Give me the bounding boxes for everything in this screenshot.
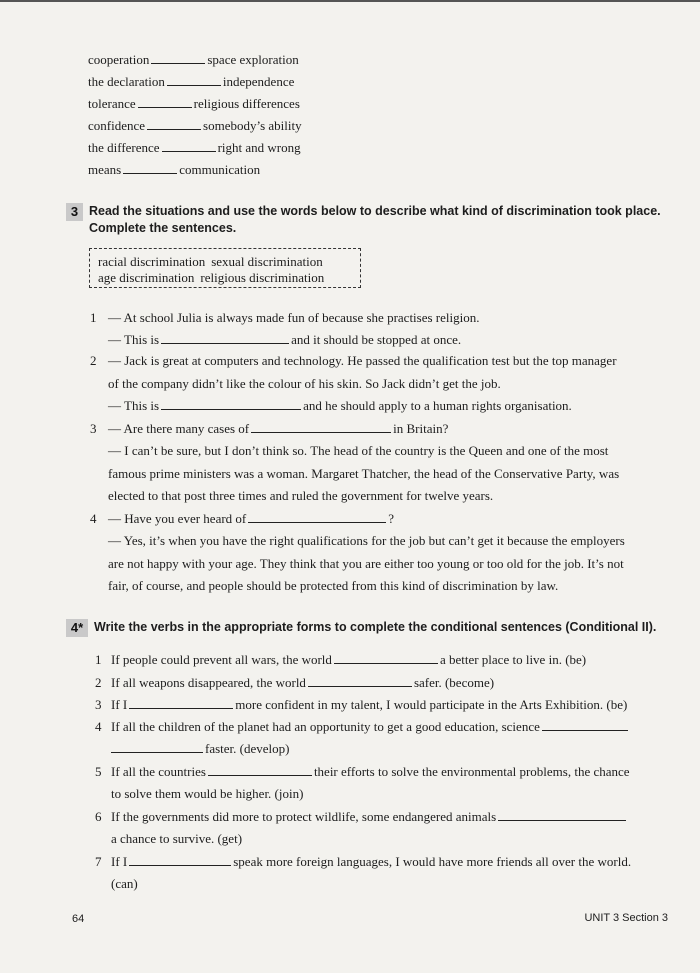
answer-blank[interactable] [334,652,438,664]
item-number: 4 [90,511,97,526]
answer-blank[interactable] [542,719,628,731]
dialogue-line: — This is and he should apply to a human rights organisation. [108,398,572,413]
answer-blank[interactable] [138,96,192,108]
sentence-line: a chance to survive. (get) [111,831,243,846]
word-option: religious discrimination [200,270,325,285]
word-option: sexual discrimination [211,254,323,269]
dialogue-line: are not happy with your age. They think that you are either too young or too old for the job. It’s not [108,556,624,571]
item-number: 1 [95,652,102,667]
dialogue-line: of the company didn’t like the colour of his skin. So Jack didn’t get the job. [108,376,501,391]
sentence-line: If I speak more foreign languages, I would have more friends all over the world. [111,854,632,869]
item-number: 6 [95,809,102,824]
answer-blank[interactable] [248,511,386,523]
section-label: UNIT 3 Section 3 [584,912,668,924]
exercise-instruction: Complete the sentences. [89,221,237,235]
answer-blank[interactable] [167,74,221,86]
page-number: 64 [72,913,85,925]
matching-row: the difference right and wrong [88,140,301,155]
answer-blank[interactable] [208,764,312,776]
top-border [0,0,700,2]
answer-blank[interactable] [147,118,201,130]
item-number: 2 [90,353,97,368]
dialogue-line: — Yes, it’s when you have the right qualifications for the job but can’t get it because the employers [108,533,625,548]
answer-blank[interactable] [151,52,205,64]
matching-row: cooperation space exploration [88,52,299,67]
answer-blank[interactable] [129,854,231,866]
answer-blank[interactable] [498,809,626,821]
item-number: 4 [95,719,102,734]
dialogue-line: fair, of course, and people should be protected from this kind of discrimination by law. [108,578,559,593]
answer-blank[interactable] [123,162,177,174]
item-number: 3 [90,421,97,436]
item-number: 2 [95,675,102,690]
word-box [89,248,361,288]
item-number: 3 [95,697,102,712]
sentence-line: If the governments did more to protect wildlife, some endangered animals [111,809,628,825]
sentence-line: (can) [111,876,138,891]
dialogue-line: — Jack is great at computers and technology. He passed the qualification test but the top manager [108,353,617,368]
matching-row: tolerance religious differences [88,96,300,111]
sentence-line: If all the children of the planet had an opportunity to get a good education, science [111,719,630,735]
sentence-line: faster. (develop) [111,741,289,757]
exercise-instruction: Write the verbs in the appropriate forms to complete the conditional sentences (Conditional II). [94,620,657,634]
dialogue-line: — I can’t be sure, but I don’t think so. The head of the country is the Queen and one of the most [108,443,609,458]
answer-blank[interactable] [308,675,412,687]
sentence-line: If all the countries their efforts to solve the environmental problems, the chance [111,764,630,779]
answer-blank[interactable] [251,421,391,433]
answer-blank[interactable] [162,140,216,152]
matching-row: the declaration independence [88,74,295,89]
dialogue-line: — Are there many cases of in Britain? [108,421,449,436]
sentence-line: If people could prevent all wars, the world a better place to live in. (be) [111,652,587,667]
item-number: 7 [95,854,102,869]
sentence-line: If I more confident in my talent, I would participate in the Arts Exhibition. (be) [111,697,628,712]
dialogue-line: famous prime ministers was a woman. Margaret Thatcher, the head of the Conservative Party, was [108,466,620,481]
item-number: 1 [90,310,97,325]
dialogue-line: — Have you ever heard of ? [108,511,395,526]
word-option: racial discrimination [98,254,206,269]
matching-row: means communication [88,162,261,177]
dialogue-line: elected to that post three times and ruled the government for twelve years. [108,488,494,503]
exercise-number-badge: 3 [66,203,83,221]
word-option: age discrimination [98,270,195,285]
sentence-line: to solve them would be higher. (join) [111,786,304,801]
answer-blank[interactable] [161,332,289,344]
answer-blank[interactable] [111,741,203,753]
dialogue-line: — This is and it should be stopped at once. [108,332,462,347]
exercise-number-badge: 4* [66,619,88,637]
answer-blank[interactable] [161,398,301,410]
answer-blank[interactable] [129,697,233,709]
sentence-line: If all weapons disappeared, the world safer. (become) [111,675,495,690]
matching-row: confidence somebody’s ability [88,118,302,133]
dialogue-line: — At school Julia is always made fun of because she practises religion. [108,310,480,325]
exercise-instruction: Read the situations and use the words below to describe what kind of discrimination took place. [89,204,661,218]
item-number: 5 [95,764,102,779]
